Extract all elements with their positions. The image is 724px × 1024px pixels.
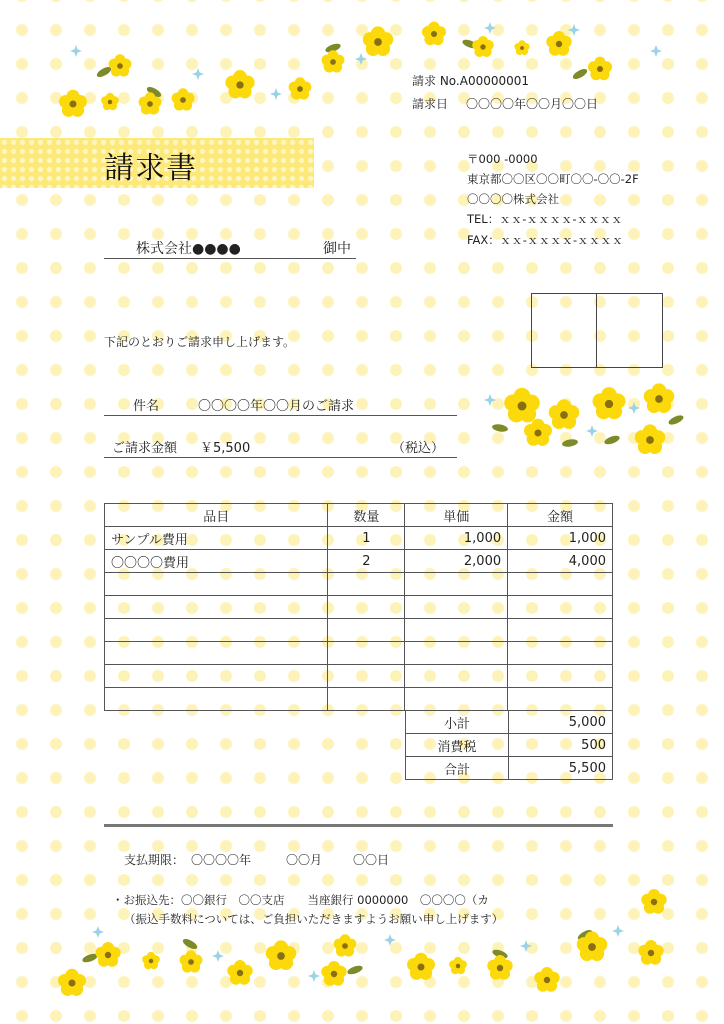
column-header-item: 品目 [105, 504, 328, 527]
stamp-box-left [532, 294, 597, 367]
items-table [104, 503, 613, 711]
sender-fax: FAX：ｘｘ-ｘｘｘｘ-ｘｘｘｘ [467, 233, 624, 247]
subject-underline [104, 415, 457, 416]
sender-tel: TEL：ｘｘ-ｘｘｘｘ-ｘｘｘｘ [467, 212, 623, 226]
tax-row [406, 734, 613, 757]
subtotal-row [406, 711, 613, 734]
tax-label: 消費税 [406, 734, 509, 757]
cell-item: 〇〇〇〇費用 [105, 550, 328, 573]
cell-qty: 2 [328, 550, 405, 573]
subtotal-value: 5,000 [509, 711, 613, 734]
subtotal-label: 小計 [406, 711, 509, 734]
column-header-amount: 金額 [508, 504, 613, 527]
cell-unit-price: 1,000 [405, 527, 508, 550]
cell-item: サンプル費用 [105, 527, 328, 550]
page-title: 請求書 [104, 151, 197, 186]
subject-value: 〇〇〇〇年〇〇月のご請求 [198, 399, 355, 414]
table-row [105, 527, 613, 550]
subject-label: 件名 [133, 399, 160, 414]
payment-deadline-label: 支払期限： [124, 853, 185, 867]
empty-table-row [105, 665, 613, 688]
column-header-unit-price: 単価 [405, 504, 508, 527]
cell-amount: 1,000 [508, 527, 613, 550]
column-header-qty: 数量 [328, 504, 405, 527]
recipient-honorific: 御中 [323, 241, 351, 257]
total-value: 5,500 [509, 757, 613, 780]
stamp-box [531, 293, 663, 368]
payment-deadline-month: 〇〇月 [286, 853, 323, 867]
totals-table [405, 710, 613, 780]
empty-table-row [105, 619, 613, 642]
sender-company: 〇〇〇〇株式会社 [467, 192, 559, 206]
table-row [105, 550, 613, 573]
empty-table-row [105, 688, 613, 711]
total-label: 合計 [406, 757, 509, 780]
empty-table-row [105, 573, 613, 596]
recipient-underline [104, 258, 356, 259]
total-row [406, 757, 613, 780]
amount-tax-note: （税込） [392, 441, 445, 456]
empty-table-row [105, 642, 613, 665]
payment-deadline-year: 〇〇〇〇年 [191, 853, 252, 867]
recipient-name: 株式会社●●●● [136, 241, 241, 257]
sender-address: 東京都〇〇区〇〇町〇〇-〇〇-2F [467, 172, 639, 186]
empty-table-row [105, 596, 613, 619]
divider [104, 824, 613, 827]
cell-amount: 4,000 [508, 550, 613, 573]
intro-text: 下記のとおりご請求申し上げます。 [104, 335, 296, 349]
table-header-row [105, 504, 613, 527]
amount-label: ご請求金額 [112, 441, 178, 456]
cell-qty: 1 [328, 527, 405, 550]
bank-info: ・お振込先：〇〇銀行 〇〇支店 当座銀行 0000000 〇〇〇〇（カ [112, 893, 489, 907]
sender-postal: 〒000 -0000 [467, 152, 538, 166]
tax-value: 500 [509, 734, 613, 757]
invoice-date: 〇〇〇〇年〇〇月〇〇日 [466, 97, 599, 111]
invoice-date-label: 請求日 [412, 97, 449, 111]
amount-underline [104, 457, 457, 458]
payment-deadline-day: 〇〇日 [353, 853, 390, 867]
invoice-number: 請求 No.A00000001 [412, 74, 530, 88]
cell-unit-price: 2,000 [405, 550, 508, 573]
transfer-fee-note: （振込手数料については、ご負担いただきますようお願い申し上げます） [124, 912, 504, 926]
amount-value: ￥5,500 [200, 441, 251, 456]
